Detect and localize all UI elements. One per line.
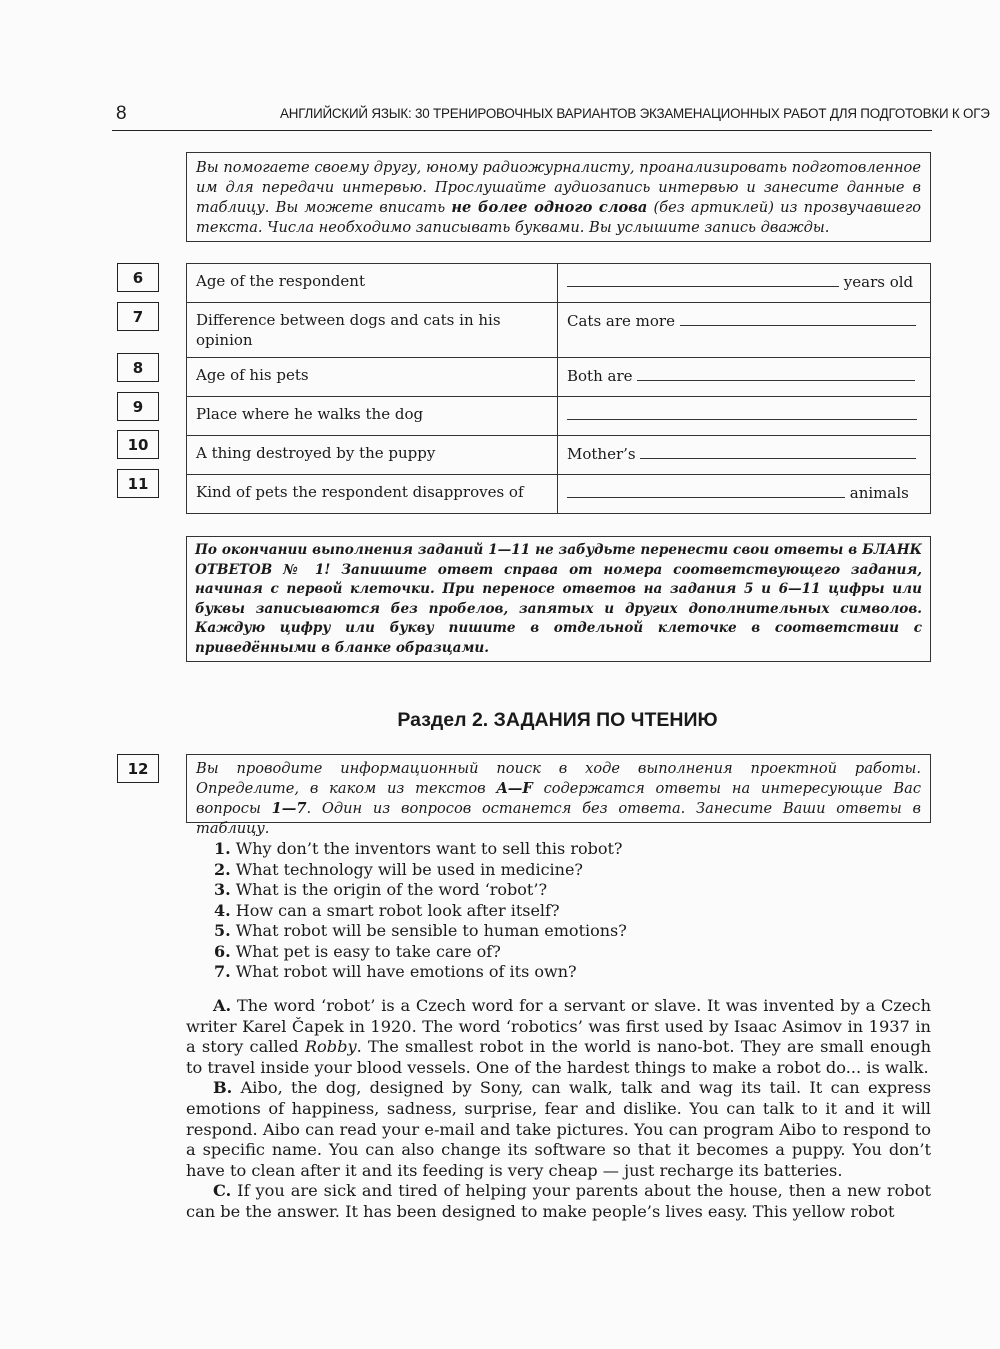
- text-b: [186, 1078, 931, 1181]
- task-number-6: 6: [117, 263, 159, 292]
- text-letter: A.: [213, 996, 232, 1015]
- answer-blank[interactable]: [637, 365, 915, 381]
- text-c: [186, 1181, 931, 1222]
- reading-instruction-range-questions: 1—7: [271, 800, 307, 817]
- list-item: [214, 962, 914, 983]
- text-b-body: Aibo, the dog, designed by Sony, can walk, talk and wag its tail. It can express emotions of happiness, sadness, surprise, fear and dislike. You can talk to it and it will respond. Aibo can read your e-mail and take pictures. You can program Aibo to respond to a specific name. You can also change its software so that it becomes a puppy. You don’t have to clean after it and its feeding is very cheap — just recharge its batteries.: [186, 1078, 931, 1180]
- listening-instruction-box: [186, 152, 931, 242]
- task-number-12: 12: [117, 754, 159, 783]
- list-item: [214, 942, 914, 963]
- task-number-7: 7: [117, 302, 159, 331]
- question-text: How can a smart robot look after itself?: [235, 900, 560, 920]
- task-number-10: 10: [117, 430, 159, 459]
- reading-instruction-text-end: . Один из вопросов останется без ответа. Занесите Ваши ответы в таблицу.: [196, 800, 921, 837]
- page-number: 8: [116, 103, 127, 124]
- text-letter: B.: [213, 1078, 233, 1098]
- question-number: 5.: [214, 921, 231, 940]
- list-item: [214, 901, 914, 922]
- list-item: [214, 860, 914, 881]
- question-number: 2.: [214, 859, 231, 879]
- answer-suffix: years old: [843, 273, 914, 291]
- listening-instruction-text-end: (без артиклей) из прозвучавшего текста. Числа необходимо записывать буквами. Вы услышите запись дважды.: [196, 199, 921, 236]
- running-header-title: АНГЛИЙСКИЙ ЯЗЫК: 30 ТРЕНИРОВОЧНЫХ ВАРИАНТОВ ЭКЗАМЕНАЦИОННЫХ РАБОТ ДЛЯ ПОДГОТОВКИ К ОГЭ: [280, 106, 990, 121]
- text-letter: C.: [213, 1181, 232, 1201]
- table-row: [187, 358, 931, 397]
- list-item: [214, 839, 914, 860]
- text-a-body: The word ‘robot’ is a Czech word for a servant or slave. It was invented by a Czech writer Karel Čapek in 1920. The word ‘robotics’ was first used by Isaac Asimov in 1937 in a story called: [186, 996, 931, 1057]
- answer-cell[interactable]: [558, 358, 931, 397]
- task-number-8: 8: [117, 353, 159, 382]
- reading-instruction-box: [186, 754, 931, 837]
- question-text: What pet is easy to take care of?: [235, 941, 501, 961]
- table-row: [187, 303, 931, 358]
- table-row: [187, 397, 931, 436]
- text-a-title: Robby: [304, 1037, 357, 1057]
- text-a-body-end: . The smallest robot in the world is nano-bot. They are small enough to travel inside your blood vessels. One of the hardest things to make a robot do... is walk.: [186, 1037, 932, 1077]
- row-label: Age of his pets: [187, 358, 558, 397]
- list-item: [214, 880, 914, 901]
- question-text: What technology will be used in medicine?: [235, 859, 583, 879]
- reading-instruction-text-mid: содержатся ответы на интересующие Вас вопросы: [196, 780, 921, 817]
- question-number: 3.: [214, 880, 231, 899]
- row-label: Age of the respondent: [187, 264, 558, 303]
- listening-instruction-text: Вы помогаете своему другу, юному радиожурналисту, проанализировать подготовленное им для передачи интервью. Прослушайте аудиозапись интервью и занесите данные в таблицу. Вы можете вписать: [196, 159, 921, 216]
- answer-prefix: Mother’s: [567, 445, 636, 463]
- answer-cell[interactable]: [558, 475, 931, 514]
- answer-suffix: animals: [849, 484, 909, 502]
- table-row: [187, 475, 931, 514]
- transfer-instruction-text: По окончании выполнения заданий 1—11 не забудьте перенести свои ответы в БЛАНК ОТВЕТОВ № 1! Запишите ответ справа от номера соответствующего задания, начиная с первой клеточки. При переносе ответов на задания 5 и 6—11 цифры или буквы записываются без пробелов, запятых и других дополнительных символов. Каждую цифру или букву пишите в отдельной клеточке в соответствии с приведёнными в бланке образцами.: [195, 542, 922, 656]
- reading-texts: [186, 996, 931, 1223]
- question-list: [214, 839, 914, 983]
- answer-cell[interactable]: [558, 303, 931, 358]
- table-row: [187, 436, 931, 475]
- question-text: Why don’t the inventors want to sell this robot?: [235, 839, 623, 858]
- table-row: [187, 264, 931, 303]
- answer-blank[interactable]: [640, 443, 916, 459]
- answer-prefix: Both are: [567, 367, 633, 385]
- question-number: 6.: [214, 941, 231, 961]
- question-number: 7.: [214, 962, 231, 981]
- header-rule: [112, 130, 932, 131]
- answer-blank[interactable]: [567, 271, 839, 287]
- answer-cell[interactable]: [558, 397, 931, 436]
- list-item: [214, 921, 914, 942]
- reading-instruction-range-texts: A—F: [496, 780, 533, 797]
- transfer-instruction-box: [186, 536, 931, 662]
- section-title: Раздел 2. ЗАДАНИЯ ПО ЧТЕНИЮ: [397, 709, 718, 731]
- answer-cell[interactable]: [558, 264, 931, 303]
- answer-prefix: Cats are more: [567, 312, 675, 330]
- question-number: 1.: [214, 839, 231, 858]
- listening-answer-table: [186, 263, 931, 514]
- row-label: Difference between dogs and cats in his opinion: [187, 303, 558, 358]
- question-text: What robot will have emotions of its own?: [235, 962, 577, 981]
- task-number-11: 11: [117, 469, 159, 498]
- row-label: Place where he walks the dog: [187, 397, 558, 436]
- reading-instruction-text: Вы проводите информационный поиск в ходе выполнения проектной работы. Определите, в каком из текстов: [196, 760, 921, 797]
- answer-blank[interactable]: [680, 310, 916, 326]
- text-c-body: If you are sick and tired of helping your parents about the house, then a new robot can be the answer. It has been designed to make people’s lives easy. This yellow robot: [186, 1181, 931, 1221]
- question-text: What is the origin of the word ‘robot’?: [235, 880, 548, 899]
- text-a: [186, 996, 931, 1078]
- row-label: Kind of pets the respondent disapproves of: [187, 475, 558, 514]
- row-label: A thing destroyed by the puppy: [187, 436, 558, 475]
- answer-cell[interactable]: [558, 436, 931, 475]
- task-number-9: 9: [117, 392, 159, 421]
- answer-blank[interactable]: [567, 404, 917, 420]
- listening-instruction-emphasis: не более одного слова: [451, 199, 648, 216]
- answer-blank[interactable]: [567, 482, 845, 498]
- question-text: What robot will be sensible to human emotions?: [235, 921, 627, 940]
- question-number: 4.: [214, 900, 231, 920]
